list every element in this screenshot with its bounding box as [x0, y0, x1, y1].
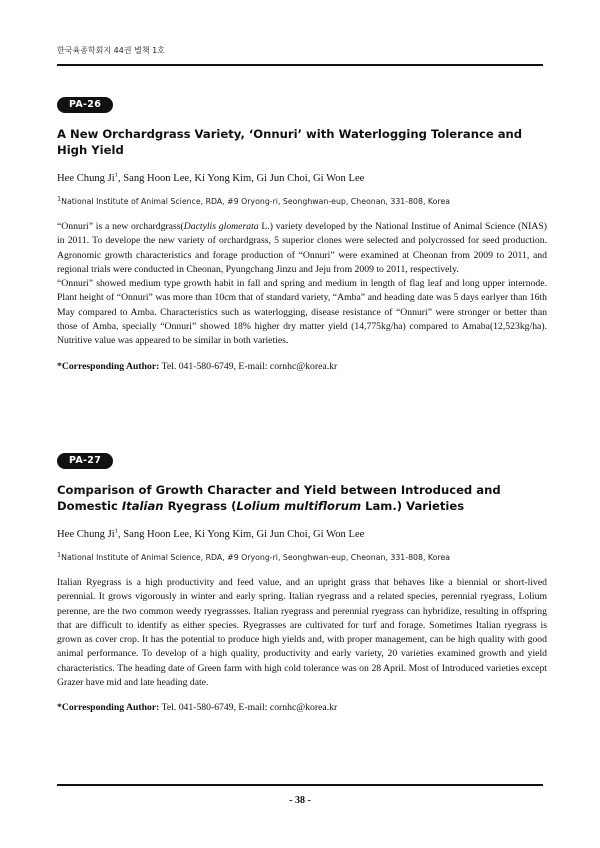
page-number: - 38 - [289, 795, 311, 806]
abstract-pa-26 [57, 94, 547, 372]
body-paragraph: “Onnuri” is a new orchardgrass(Dactylis glomerata L.) variety developed by the National Institue of Animal Science (NIAS) in 2011. To develope the new variety of orchardgrass, 5 superior clones were selected and polycrossed for seed production. Agronomic growth characteristics and forage production of “Onnuri” were examined at Cheonan from 2009 to 2011, and regional trials were conducted in Cheonan, Pyungchang Jinzu and Jeju from 2009 to 2011, respectively. [57, 221, 548, 275]
bottom-rule [57, 784, 543, 786]
abstract-code-badge: PA-27 [57, 453, 113, 469]
abstract-code-badge: PA-26 [57, 97, 113, 113]
corresponding-author: *Corresponding Author: Tel. 041-580-6749, E-mail: cornhc@korea.kr [57, 360, 338, 372]
abstract-pa-27 [57, 450, 547, 713]
abstract-body [57, 576, 547, 690]
abstract-title: Comparison of Growth Character and Yield between Introduced and Domestic Italian Ryegrass (Lolium multiflorum Lam.) Varieties [57, 483, 501, 513]
body-paragraph: “Onnuri” showed medium type growth habit in fall and spring and medium in length of flag leaf and long upper internode. Plant height of “Onnuri” was more than 10cm that of standard variety, “Amba” and heading date was 5 days earlyer than 16th May compared to Amba. Characteristics such as waterlogging, disease resistance of “Onnuri” were stronger or better than those of Amba, specially “Onnuri” showed 18% higher dry matter yield (14,775kg/ha) compared to Amaba(12,523kg/ha). Nutritive value was appeared to be similar in both varieties. [57, 278, 547, 347]
author-list: Hee Chung Ji$^1$, Sang Hoon Lee, Ki Yong Kim, Gi Jun Choi, Gi Won Lee [57, 527, 365, 540]
affiliation: $^1$National Institute of Animal Science, RDA, #9 Oryong-ri, Seonghwan-eup, Cheonan, 331-808, Korea [57, 194, 451, 206]
running-head: 한국육종학회지 44권 별책 1호 [57, 46, 165, 55]
top-rule [57, 64, 543, 66]
abstract-title: A New Orchardgrass Variety, ‘Onnuri’ with Waterlogging Tolerance and High Yield [57, 127, 523, 157]
corresponding-author: *Corresponding Author: Tel. 041-580-6749, E-mail: cornhc@korea.kr [57, 702, 338, 714]
abstract-body [57, 220, 547, 349]
body-paragraph: Italian Ryegrass is a high productivity and feed value, and an upright grass that behaves like a biennial or short-lived perennial. It grows vigorously in winter and early spring. Italian ryegrass and a related species, perennial ryegrass, Lolium perenne, are the two common weedy ryegrassses. Italian ryegrass and perennial ryegrass can hybridize, resulting in offspring that are difficult to identify as either species. Ryegrasses are cultivated for turf and forage. Sometimes Italian ryegrass is grown as cover crop. It has the potential to produce high yields and, with proper management, can be high quality with good animal performance. To develop of a high quality, productivity and early variety, 20 varieties examined growth and yield characteristics. The heading date of Green farm with high cold tolerance was on 28 April. Most of Introduced varieties except Grazer have mid and late heading date. [57, 577, 547, 689]
author-list: Hee Chung Ji$^1$, Sang Hoon Lee, Ki Yong Kim, Gi Jun Choi, Gi Won Lee [57, 171, 365, 184]
affiliation: $^1$National Institute of Animal Science, RDA, #9 Oryong-ri, Seonghwan-eup, Cheonan, 331-808, Korea [57, 550, 451, 562]
